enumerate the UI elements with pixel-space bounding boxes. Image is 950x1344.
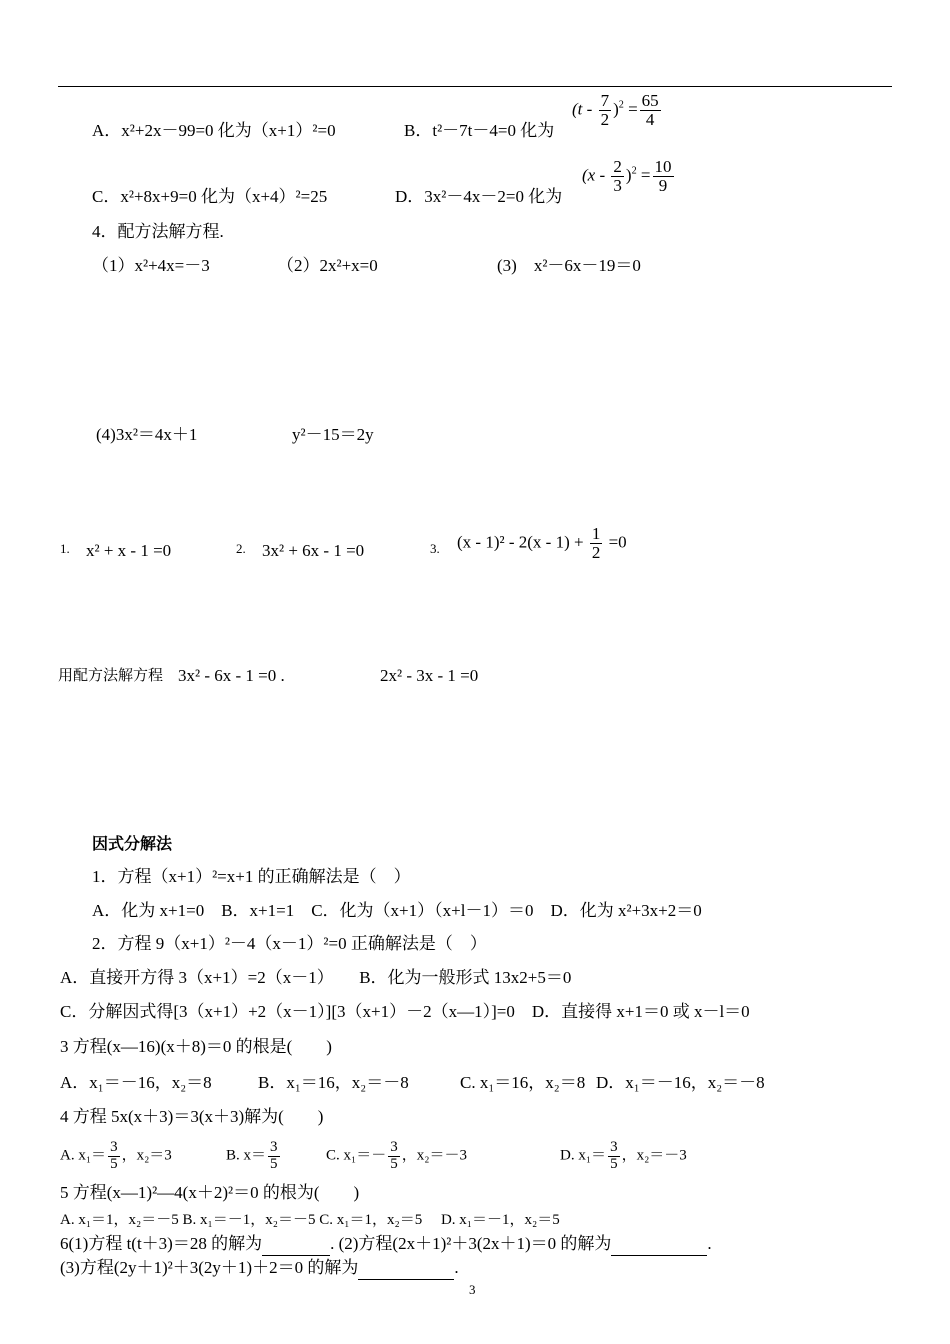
option-c-label: C． [92,187,121,206]
factor-q4-option-c: C. x₁＝－ $\frac{3}{5}$ ，x₂＝－3 [326,1139,467,1172]
q4-part-5: y²－15＝2y [292,425,374,444]
fraction: $\frac{3}{5}$ [610,1139,618,1172]
fraction: $\frac{1}{2}$ [591,524,601,562]
option-c [92,186,327,208]
extra-equation-4: 3x² - 6x - 1 =0 . [178,666,285,685]
factor-q6-line1: 6(1)方程 t(t＋3)＝28 的解为 . (2)方程(2x＋1)²＋3(2x＋1)＝0 的解为 . [60,1233,712,1256]
option-a-equation: x²+2x－99=0 化为（x+1）²=0 [121,121,336,140]
extra-equation-2: 3x² + 6x - 1 =0 [262,541,365,560]
option-a [92,120,336,142]
answer-blank[interactable] [262,1233,330,1256]
fraction: $\frac{3}{5}$ [110,1139,118,1172]
method-label: 用配方法解方程 [58,668,164,684]
option-d-equation: 3x²－4x－2=0 化为 [424,187,563,206]
extra-equation-3-right: =0 [608,532,627,552]
fraction: $\frac{10}{9}$ [654,157,672,195]
option-b [404,120,554,142]
extra-number-1: 1. [60,541,70,556]
factor-q5: 5 方程(x—1)²—4(x＋2)²＝0 的根为( ) [60,1183,360,1202]
factor-q4: 4 方程 5x(x＋3)＝3(x＋3)解为( ) [60,1107,324,1126]
extra-number-3: 3. [430,541,440,556]
factor-q2-options-cd: C．分解因式得[3（x+1）+2（x－1）][3（x+1）－2（x—1）]=0 D．直接得 x+1＝0 或 x－l＝0 [60,1002,750,1021]
factor-q3-option-b: B．x₁＝16，x₂＝－8 [258,1073,409,1092]
answer-blank[interactable] [358,1257,454,1280]
page-number: 3 [469,1282,476,1297]
fraction: $\frac{2}{3}$ [613,157,622,195]
factor-q3-option-a: A．x₁＝－16，x₂＝8 [60,1073,212,1092]
factor-q4-option-d: D. x₁＝ $\frac{3}{5}$ ，x₂＝－3 [560,1139,687,1172]
q4-part-3: (3) x²－6x－19＝0 [497,256,641,275]
extra-equation-1: x² + x - 1 =0 [86,541,172,560]
section-heading: 因式分解法 [92,834,173,853]
option-b-equation: t²－7t－4=0 化为 [432,121,555,140]
factor-q2: 2．方程 9（x+1）²－4（x－1）²=0 正确解法是（ ） [92,934,487,953]
factor-q2-options-ab: A．直接开方得 3（x+1）=2（x－1） B．化为一般形式 13x2+5＝0 [60,968,572,987]
option-c-equation: x²+8x+9=0 化为（x+4）²=25 [120,187,328,206]
fraction: $\frac{3}{5}$ [270,1139,278,1172]
factor-q4-option-b: B. x＝ $\frac{3}{5}$ [226,1139,278,1172]
option-b-formula: (t - $\frac{7}{2}$ )$^2$ = $\frac{65}{4}$ [572,91,659,129]
option-d [395,186,562,208]
q4-part-1: （1）x²+4x=－3 [92,256,210,275]
factor-q3: 3 方程(x—16)(x＋8)＝0 的根是( ) [60,1037,332,1056]
fraction: $\frac{65}{4}$ [641,91,659,129]
fraction: $\frac{3}{5}$ [390,1139,398,1172]
option-b-label: B． [404,121,433,140]
extra-equation-3-left: (x - 1)² - 2(x - 1) + [457,532,584,552]
q4-title: 4．配方法解方程. [92,222,224,241]
factor-q3-option-d: D．x₁＝－16，x₂＝－8 [596,1073,765,1092]
q4-part-4: (4)3x²＝4x＋1 [96,425,198,444]
q4-part-2: （2）2x²+x=0 [277,256,378,275]
factor-q1-options: A．化为 x+1=0 B．x+1=1 C．化为（x+1）（x+l－1）＝0 D．化为 x²+3x+2＝0 [92,901,702,920]
extra-equation-5: 2x² - 3x - 1 =0 [380,666,479,685]
extra-equation-3 [457,525,627,562]
option-a-label: A． [92,121,122,140]
factor-q5-options: A. x₁＝1，x₂＝－5 B. x₁＝－1，x₂＝－5 C. x₁＝1，x₂＝5 D. x₁＝－1，x₂＝5 [60,1212,560,1228]
answer-blank[interactable] [611,1233,707,1256]
option-d-label: D． [395,187,425,206]
extra-number-2: 2. [236,541,246,556]
factor-q6-line2: (3)方程(2y＋1)²＋3(2y＋1)＋2＝0 的解为 . [60,1257,459,1280]
option-d-formula: (x - $\frac{2}{3}$ )$^2$ = $\frac{10}{9}$ [582,157,672,195]
fraction: $\frac{7}{2}$ [600,91,610,129]
header-rule [58,86,892,87]
factor-q1: 1．方程（x+1）²=x+1 的正确解法是（ ） [92,867,411,886]
factor-q4-option-a: A. x₁＝ $\frac{3}{5}$ ，x₂＝3 [60,1139,172,1172]
factor-q3-option-c: C. x₁＝16，x₂＝8 [460,1073,586,1092]
